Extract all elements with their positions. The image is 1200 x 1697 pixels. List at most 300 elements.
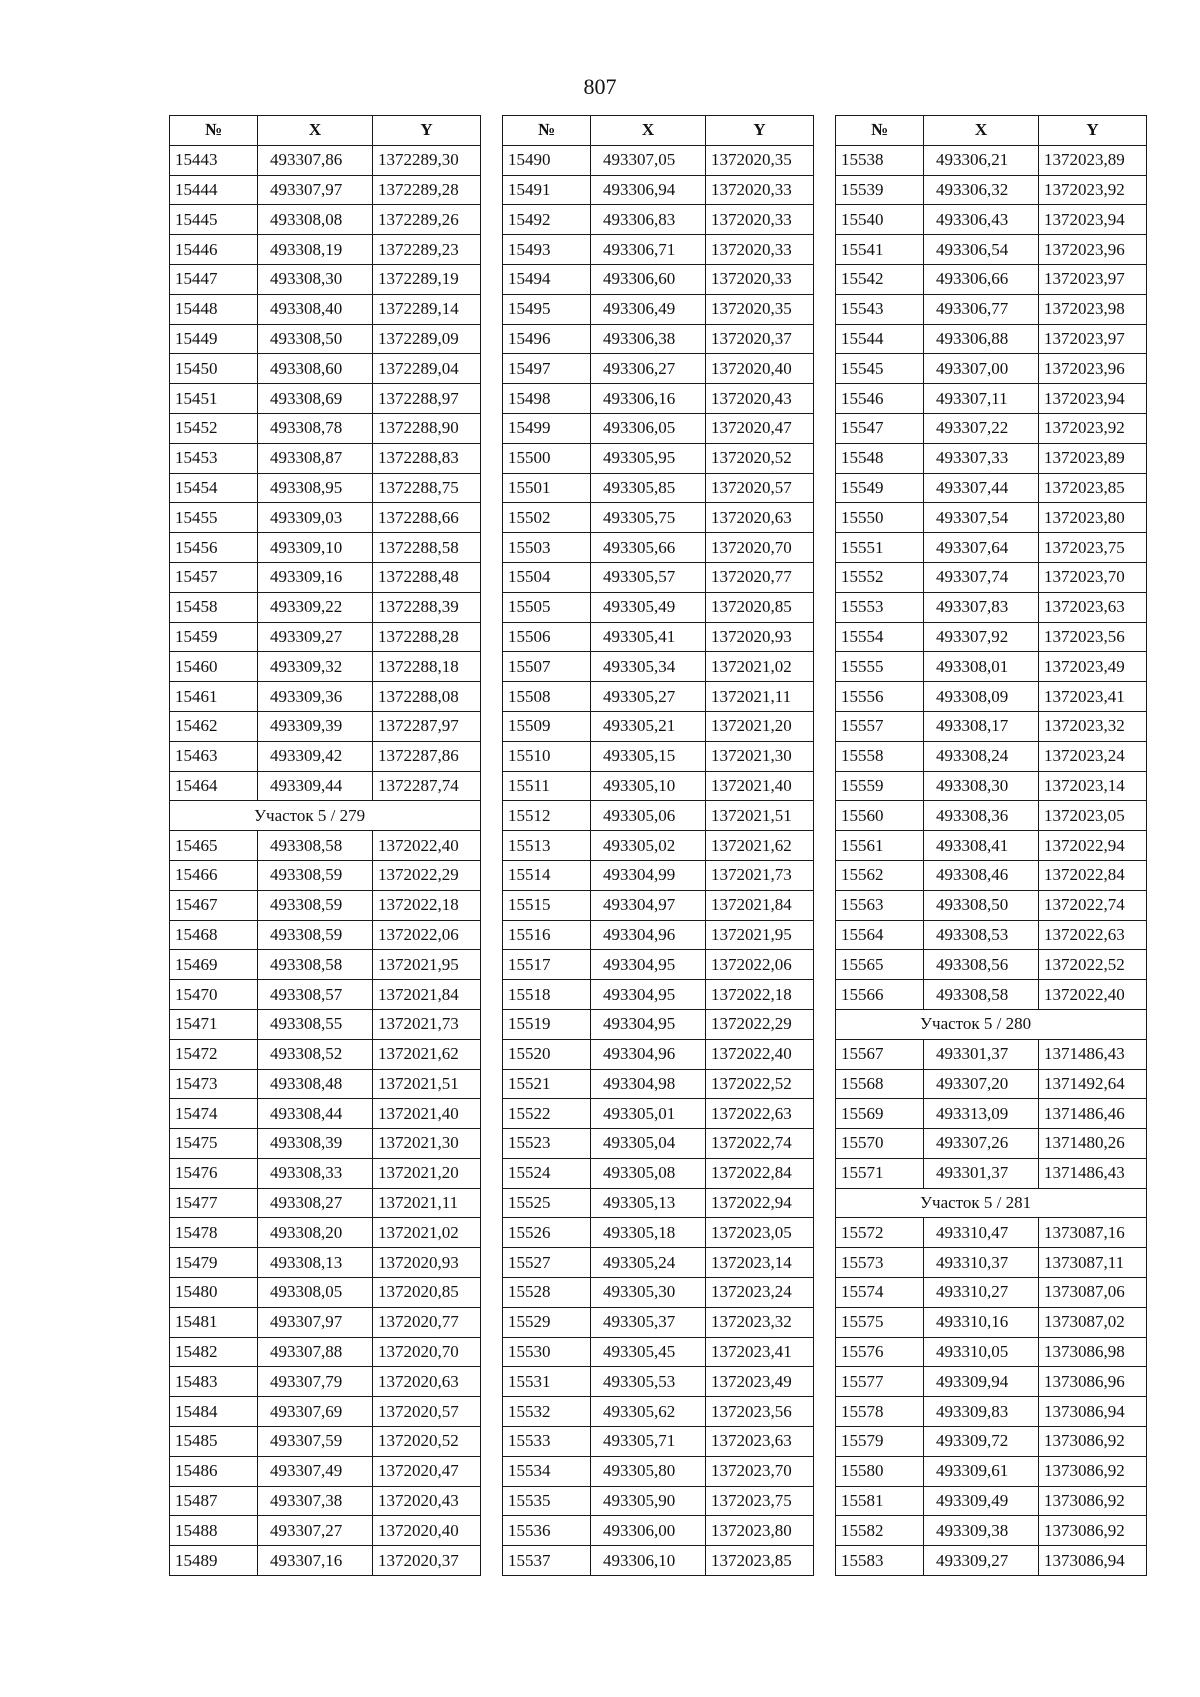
x-coordinate-cell: 493310,16 — [924, 1307, 1039, 1337]
x-coordinate-cell: 493309,72 — [924, 1427, 1039, 1457]
table-row — [503, 1546, 814, 1576]
point-number-cell: 15575 — [836, 1307, 924, 1337]
table-row — [836, 205, 1147, 235]
y-coordinate-cell: 1373087,11 — [1039, 1248, 1147, 1278]
table-row — [503, 1009, 814, 1039]
x-coordinate-cell: 493308,01 — [924, 652, 1039, 682]
point-number-cell: 15570 — [836, 1129, 924, 1159]
y-coordinate-cell: 1372289,28 — [373, 175, 481, 205]
y-coordinate-cell: 1372020,70 — [706, 533, 814, 563]
coordinates-table-2 — [502, 115, 814, 1576]
y-coordinate-cell: 1372022,18 — [706, 980, 814, 1010]
x-coordinate-cell: 493307,86 — [258, 145, 373, 175]
x-coordinate-cell: 493309,61 — [924, 1456, 1039, 1486]
x-coordinate-cell: 493304,96 — [591, 1039, 706, 1069]
point-number-cell: 15529 — [503, 1307, 591, 1337]
x-coordinate-cell: 493307,26 — [924, 1129, 1039, 1159]
table-row — [170, 1516, 481, 1546]
x-coordinate-cell: 493307,38 — [258, 1486, 373, 1516]
table-row — [170, 562, 481, 592]
table-row — [836, 980, 1147, 1010]
table-row — [503, 1456, 814, 1486]
point-number-cell: 15492 — [503, 205, 591, 235]
point-number-cell: 15531 — [503, 1367, 591, 1397]
table-header-row — [836, 116, 1147, 146]
point-number-cell: 15571 — [836, 1158, 924, 1188]
point-number-cell: 15486 — [170, 1456, 258, 1486]
y-coordinate-cell: 1372020,63 — [373, 1367, 481, 1397]
y-coordinate-cell: 1372020,43 — [706, 384, 814, 414]
x-coordinate-cell: 493309,27 — [924, 1546, 1039, 1576]
table-row — [503, 592, 814, 622]
y-coordinate-cell: 1372288,75 — [373, 473, 481, 503]
table-row — [503, 1129, 814, 1159]
x-coordinate-cell: 493305,53 — [591, 1367, 706, 1397]
table-row — [836, 1427, 1147, 1457]
table-row — [170, 1367, 481, 1397]
table-row — [170, 831, 481, 861]
y-coordinate-cell: 1372023,63 — [706, 1427, 814, 1457]
point-number-cell: 15544 — [836, 324, 924, 354]
x-coordinate-cell: 493310,37 — [924, 1248, 1039, 1278]
x-coordinate-cell: 493308,05 — [258, 1278, 373, 1308]
x-coordinate-cell: 493308,78 — [258, 413, 373, 443]
y-coordinate-cell: 1372020,52 — [373, 1427, 481, 1457]
point-number-cell: 15528 — [503, 1278, 591, 1308]
x-coordinate-cell: 493308,24 — [924, 741, 1039, 771]
y-coordinate-cell: 1372020,77 — [373, 1307, 481, 1337]
table-row — [170, 235, 481, 265]
point-number-cell: 15455 — [170, 503, 258, 533]
y-coordinate-cell: 1372020,35 — [706, 294, 814, 324]
y-coordinate-cell: 1372287,86 — [373, 741, 481, 771]
y-coordinate-cell: 1372023,75 — [706, 1486, 814, 1516]
table-row — [170, 711, 481, 741]
x-coordinate-cell: 493308,57 — [258, 980, 373, 1010]
y-coordinate-cell: 1372020,57 — [373, 1397, 481, 1427]
point-number-cell: 15495 — [503, 294, 591, 324]
x-coordinate-cell: 493306,16 — [591, 384, 706, 414]
x-coordinate-cell: 493308,27 — [258, 1188, 373, 1218]
x-coordinate-cell: 493308,39 — [258, 1129, 373, 1159]
point-number-cell: 15480 — [170, 1278, 258, 1308]
table-row — [836, 354, 1147, 384]
y-coordinate-cell: 1372020,33 — [706, 175, 814, 205]
y-coordinate-cell: 1372022,52 — [706, 1069, 814, 1099]
x-coordinate-cell: 493308,55 — [258, 1009, 373, 1039]
point-number-cell: 15503 — [503, 533, 591, 563]
table-row — [503, 1248, 814, 1278]
coordinates-table-3 — [835, 115, 1147, 1576]
y-coordinate-cell: 1372023,70 — [1039, 562, 1147, 592]
y-coordinate-cell: 1371486,43 — [1039, 1039, 1147, 1069]
y-coordinate-cell: 1372020,43 — [373, 1486, 481, 1516]
x-coordinate-cell: 493304,95 — [591, 980, 706, 1010]
y-coordinate-cell: 1372287,74 — [373, 771, 481, 801]
point-number-cell: 15562 — [836, 860, 924, 890]
table-row — [836, 443, 1147, 473]
table-row — [503, 682, 814, 712]
x-coordinate-cell: 493307,97 — [258, 1307, 373, 1337]
table-row — [503, 1486, 814, 1516]
y-coordinate-cell: 1373087,06 — [1039, 1278, 1147, 1308]
table-row — [836, 711, 1147, 741]
y-coordinate-cell: 1372023,49 — [706, 1367, 814, 1397]
y-coordinate-cell: 1372023,98 — [1039, 294, 1147, 324]
point-number-cell: 15478 — [170, 1218, 258, 1248]
x-coordinate-cell: 493306,27 — [591, 354, 706, 384]
table-row — [503, 145, 814, 175]
x-coordinate-cell: 493308,13 — [258, 1248, 373, 1278]
section-title: Участок 5 / 281 — [836, 1188, 1147, 1218]
x-coordinate-cell: 493307,00 — [924, 354, 1039, 384]
table-row — [170, 622, 481, 652]
table-row — [170, 1397, 481, 1427]
x-coordinate-cell: 493309,03 — [258, 503, 373, 533]
x-coordinate-cell: 493308,33 — [258, 1158, 373, 1188]
y-coordinate-cell: 1373086,92 — [1039, 1486, 1147, 1516]
y-coordinate-cell: 1373086,94 — [1039, 1397, 1147, 1427]
y-coordinate-cell: 1372021,02 — [706, 652, 814, 682]
table-row — [836, 1546, 1147, 1576]
point-number-cell: 15554 — [836, 622, 924, 652]
point-number-cell: 15505 — [503, 592, 591, 622]
point-number-cell: 15470 — [170, 980, 258, 1010]
table-row — [170, 771, 481, 801]
x-coordinate-cell: 493305,08 — [591, 1158, 706, 1188]
table-row — [836, 1278, 1147, 1308]
point-number-cell: 15481 — [170, 1307, 258, 1337]
point-number-cell: 15511 — [503, 771, 591, 801]
y-coordinate-cell: 1372023,14 — [1039, 771, 1147, 801]
y-coordinate-cell: 1372020,47 — [706, 413, 814, 443]
table-row — [170, 175, 481, 205]
y-coordinate-cell: 1373086,92 — [1039, 1427, 1147, 1457]
x-coordinate-cell: 493307,88 — [258, 1337, 373, 1367]
x-coordinate-cell: 493307,05 — [591, 145, 706, 175]
y-coordinate-cell: 1372288,28 — [373, 622, 481, 652]
x-coordinate-cell: 493307,59 — [258, 1427, 373, 1457]
point-number-cell: 15510 — [503, 741, 591, 771]
table-row — [836, 1039, 1147, 1069]
point-number-cell: 15525 — [503, 1188, 591, 1218]
point-number-cell: 15475 — [170, 1129, 258, 1159]
y-coordinate-cell: 1372023,75 — [1039, 533, 1147, 563]
y-coordinate-cell: 1372023,56 — [1039, 622, 1147, 652]
y-coordinate-cell: 1372021,51 — [706, 801, 814, 831]
table-row — [170, 980, 481, 1010]
x-coordinate-cell: 493308,87 — [258, 443, 373, 473]
x-coordinate-cell: 493307,79 — [258, 1367, 373, 1397]
y-coordinate-cell: 1372022,63 — [706, 1099, 814, 1129]
point-number-cell: 15466 — [170, 860, 258, 890]
point-number-cell: 15581 — [836, 1486, 924, 1516]
x-coordinate-cell: 493305,62 — [591, 1397, 706, 1427]
x-coordinate-cell: 493308,46 — [924, 860, 1039, 890]
x-coordinate-cell: 493305,10 — [591, 771, 706, 801]
table-row — [836, 890, 1147, 920]
y-coordinate-cell: 1372021,84 — [706, 890, 814, 920]
table-row — [503, 205, 814, 235]
table-row — [503, 1069, 814, 1099]
table-row — [836, 473, 1147, 503]
table-row — [170, 1188, 481, 1218]
x-coordinate-cell: 493305,80 — [591, 1456, 706, 1486]
x-coordinate-cell: 493308,58 — [924, 980, 1039, 1010]
table-row — [836, 831, 1147, 861]
point-number-cell: 15557 — [836, 711, 924, 741]
table-row — [170, 354, 481, 384]
y-coordinate-cell: 1372023,96 — [1039, 235, 1147, 265]
point-number-cell: 15560 — [836, 801, 924, 831]
table-row — [836, 741, 1147, 771]
point-number-cell: 15513 — [503, 831, 591, 861]
point-number-cell: 15566 — [836, 980, 924, 1010]
y-coordinate-cell: 1372020,47 — [373, 1456, 481, 1486]
table-row — [170, 1009, 481, 1039]
y-coordinate-cell: 1372020,40 — [706, 354, 814, 384]
y-coordinate-cell: 1372023,05 — [706, 1218, 814, 1248]
x-coordinate-cell: 493305,24 — [591, 1248, 706, 1278]
y-coordinate-cell: 1372021,62 — [706, 831, 814, 861]
y-coordinate-cell: 1372020,33 — [706, 205, 814, 235]
point-number-cell: 15452 — [170, 413, 258, 443]
x-coordinate-cell: 493305,95 — [591, 443, 706, 473]
x-coordinate-cell: 493308,17 — [924, 711, 1039, 741]
y-coordinate-cell: 1372022,18 — [373, 890, 481, 920]
x-coordinate-cell: 493308,59 — [258, 860, 373, 890]
x-coordinate-cell: 493309,42 — [258, 741, 373, 771]
table-row — [503, 533, 814, 563]
x-coordinate-cell: 493308,50 — [924, 890, 1039, 920]
x-coordinate-cell: 493310,05 — [924, 1337, 1039, 1367]
x-coordinate-cell: 493308,56 — [924, 950, 1039, 980]
table-row — [836, 1069, 1147, 1099]
point-number-cell: 15488 — [170, 1516, 258, 1546]
point-number-cell: 15582 — [836, 1516, 924, 1546]
point-number-cell: 15459 — [170, 622, 258, 652]
point-number-cell: 15476 — [170, 1158, 258, 1188]
table-row — [170, 205, 481, 235]
x-coordinate-cell: 493308,50 — [258, 324, 373, 354]
x-coordinate-cell: 493305,34 — [591, 652, 706, 682]
y-coordinate-cell: 1372023,49 — [1039, 652, 1147, 682]
table-row — [170, 741, 481, 771]
y-coordinate-cell: 1372288,48 — [373, 562, 481, 592]
section-title: Участок 5 / 279 — [170, 801, 481, 831]
x-coordinate-cell: 493308,48 — [258, 1069, 373, 1099]
point-number-cell: 15556 — [836, 682, 924, 712]
point-number-cell: 15499 — [503, 413, 591, 443]
table-row — [503, 473, 814, 503]
table-row — [170, 145, 481, 175]
y-coordinate-cell: 1372023,94 — [1039, 384, 1147, 414]
point-number-cell: 15548 — [836, 443, 924, 473]
table-row — [170, 1248, 481, 1278]
x-coordinate-cell: 493309,32 — [258, 652, 373, 682]
y-coordinate-cell: 1371486,43 — [1039, 1158, 1147, 1188]
point-number-cell: 15461 — [170, 682, 258, 712]
x-coordinate-cell: 493308,53 — [924, 920, 1039, 950]
x-coordinate-cell: 493308,40 — [258, 294, 373, 324]
point-number-cell: 15518 — [503, 980, 591, 1010]
y-coordinate-cell: 1372289,19 — [373, 264, 481, 294]
point-number-cell: 15471 — [170, 1009, 258, 1039]
point-number-cell: 15482 — [170, 1337, 258, 1367]
y-coordinate-cell: 1373086,96 — [1039, 1367, 1147, 1397]
y-coordinate-cell: 1372288,39 — [373, 592, 481, 622]
x-coordinate-cell: 493307,16 — [258, 1546, 373, 1576]
y-coordinate-cell: 1372288,97 — [373, 384, 481, 414]
table-row — [170, 1307, 481, 1337]
x-coordinate-cell: 493307,22 — [924, 413, 1039, 443]
table-row — [503, 1218, 814, 1248]
point-number-cell: 15468 — [170, 920, 258, 950]
y-coordinate-cell: 1372289,09 — [373, 324, 481, 354]
x-coordinate-cell: 493308,58 — [258, 831, 373, 861]
x-coordinate-cell: 493305,13 — [591, 1188, 706, 1218]
point-number-cell: 15447 — [170, 264, 258, 294]
x-coordinate-cell: 493306,54 — [924, 235, 1039, 265]
y-coordinate-cell: 1372022,74 — [1039, 890, 1147, 920]
y-coordinate-cell: 1372020,85 — [373, 1278, 481, 1308]
y-coordinate-cell: 1372023,14 — [706, 1248, 814, 1278]
x-coordinate-cell: 493304,99 — [591, 860, 706, 890]
x-coordinate-cell: 493309,27 — [258, 622, 373, 652]
point-number-cell: 15568 — [836, 1069, 924, 1099]
y-coordinate-cell: 1372289,04 — [373, 354, 481, 384]
header-number: № — [170, 116, 258, 146]
x-coordinate-cell: 493305,21 — [591, 711, 706, 741]
point-number-cell: 15583 — [836, 1546, 924, 1576]
table-header-row — [503, 116, 814, 146]
x-coordinate-cell: 493305,15 — [591, 741, 706, 771]
point-number-cell: 15520 — [503, 1039, 591, 1069]
y-coordinate-cell: 1372288,58 — [373, 533, 481, 563]
table-row — [170, 1546, 481, 1576]
x-coordinate-cell: 493308,30 — [258, 264, 373, 294]
table-row — [170, 1039, 481, 1069]
point-number-cell: 15579 — [836, 1427, 924, 1457]
point-number-cell: 15500 — [503, 443, 591, 473]
x-coordinate-cell: 493307,97 — [258, 175, 373, 205]
point-number-cell: 15541 — [836, 235, 924, 265]
table-row — [836, 1248, 1147, 1278]
x-coordinate-cell: 493307,74 — [924, 562, 1039, 592]
table-row — [503, 235, 814, 265]
table-row — [836, 235, 1147, 265]
y-coordinate-cell: 1372289,30 — [373, 145, 481, 175]
x-coordinate-cell: 493308,20 — [258, 1218, 373, 1248]
point-number-cell: 15485 — [170, 1427, 258, 1457]
x-coordinate-cell: 493305,66 — [591, 533, 706, 563]
y-coordinate-cell: 1372021,11 — [373, 1188, 481, 1218]
x-coordinate-cell: 493305,04 — [591, 1129, 706, 1159]
x-coordinate-cell: 493301,37 — [924, 1039, 1039, 1069]
point-number-cell: 15449 — [170, 324, 258, 354]
x-coordinate-cell: 493309,94 — [924, 1367, 1039, 1397]
x-coordinate-cell: 493305,57 — [591, 562, 706, 592]
table-row — [503, 711, 814, 741]
y-coordinate-cell: 1372022,29 — [706, 1009, 814, 1039]
section-row — [836, 1188, 1147, 1218]
x-coordinate-cell: 493304,95 — [591, 1009, 706, 1039]
x-coordinate-cell: 493309,36 — [258, 682, 373, 712]
point-number-cell: 15521 — [503, 1069, 591, 1099]
y-coordinate-cell: 1372021,30 — [706, 741, 814, 771]
y-coordinate-cell: 1372021,40 — [373, 1099, 481, 1129]
y-coordinate-cell: 1372022,52 — [1039, 950, 1147, 980]
point-number-cell: 15460 — [170, 652, 258, 682]
x-coordinate-cell: 493304,97 — [591, 890, 706, 920]
table-row — [503, 1367, 814, 1397]
y-coordinate-cell: 1372021,40 — [706, 771, 814, 801]
y-coordinate-cell: 1372022,06 — [373, 920, 481, 950]
x-coordinate-cell: 493308,59 — [258, 890, 373, 920]
point-number-cell: 15497 — [503, 354, 591, 384]
point-number-cell: 15457 — [170, 562, 258, 592]
table-row — [170, 1337, 481, 1367]
point-number-cell: 15508 — [503, 682, 591, 712]
table-row — [503, 652, 814, 682]
table-row — [170, 1099, 481, 1129]
x-coordinate-cell: 493310,47 — [924, 1218, 1039, 1248]
table-row — [503, 741, 814, 771]
y-coordinate-cell: 1372020,70 — [373, 1337, 481, 1367]
y-coordinate-cell: 1372023,24 — [1039, 741, 1147, 771]
table-row — [170, 592, 481, 622]
point-number-cell: 15539 — [836, 175, 924, 205]
table-row — [836, 413, 1147, 443]
x-coordinate-cell: 493308,08 — [258, 205, 373, 235]
table-row — [170, 682, 481, 712]
point-number-cell: 15526 — [503, 1218, 591, 1248]
x-coordinate-cell: 493307,20 — [924, 1069, 1039, 1099]
table-row — [503, 1039, 814, 1069]
table-row — [836, 294, 1147, 324]
point-number-cell: 15451 — [170, 384, 258, 414]
x-coordinate-cell: 493305,75 — [591, 503, 706, 533]
point-number-cell: 15527 — [503, 1248, 591, 1278]
x-coordinate-cell: 493308,30 — [924, 771, 1039, 801]
table-header-row — [170, 116, 481, 146]
x-coordinate-cell: 493309,39 — [258, 711, 373, 741]
y-coordinate-cell: 1372021,02 — [373, 1218, 481, 1248]
x-coordinate-cell: 493308,09 — [924, 682, 1039, 712]
x-coordinate-cell: 493309,16 — [258, 562, 373, 592]
table-row — [503, 1427, 814, 1457]
y-coordinate-cell: 1372022,94 — [706, 1188, 814, 1218]
table-row — [170, 1158, 481, 1188]
y-coordinate-cell: 1372020,93 — [706, 622, 814, 652]
y-coordinate-cell: 1372289,14 — [373, 294, 481, 324]
point-number-cell: 15578 — [836, 1397, 924, 1427]
x-coordinate-cell: 493306,77 — [924, 294, 1039, 324]
x-coordinate-cell: 493306,94 — [591, 175, 706, 205]
y-coordinate-cell: 1372023,24 — [706, 1278, 814, 1308]
point-number-cell: 15559 — [836, 771, 924, 801]
table-row — [170, 533, 481, 563]
y-coordinate-cell: 1372021,51 — [373, 1069, 481, 1099]
table-row — [170, 443, 481, 473]
point-number-cell: 15477 — [170, 1188, 258, 1218]
point-number-cell: 15491 — [503, 175, 591, 205]
table-row — [503, 980, 814, 1010]
y-coordinate-cell: 1372023,96 — [1039, 354, 1147, 384]
point-number-cell: 15534 — [503, 1456, 591, 1486]
y-coordinate-cell: 1372020,93 — [373, 1248, 481, 1278]
y-coordinate-cell: 1372023,56 — [706, 1397, 814, 1427]
